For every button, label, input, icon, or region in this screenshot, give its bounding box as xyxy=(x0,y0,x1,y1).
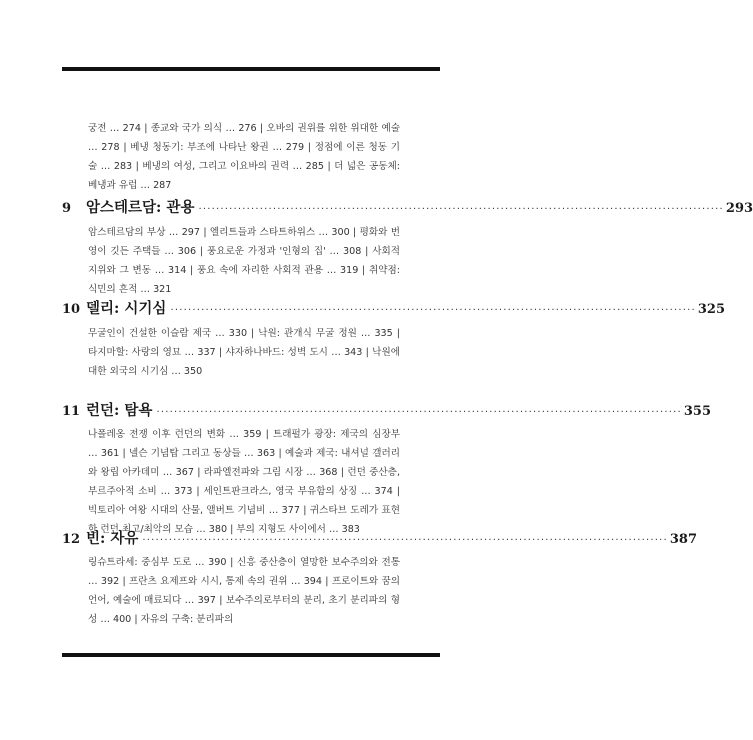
chapter-number: 10 xyxy=(62,302,81,317)
dot-leader: ························································································································ xyxy=(198,204,724,215)
chapter-title: 런던: 탐욕 xyxy=(86,402,153,419)
chapter-title: 암스테르담: 관용 xyxy=(86,199,195,216)
chapter-number: 12 xyxy=(62,532,81,547)
chapter-entries-9: 암스테르담의 부상 … 297 | 엘리트들과 스타트하위스 … 300 | 평화와 번영이 깃든 주택들 … 306 | 풍요로운 가정과 '인형의 집' … 308 | 사회적 지위와 그 변동 … 314 | 풍요 속에 자리한 사회적 관용 … 319 | 취약점: 식민의 흔적 … 321 xyxy=(88,227,400,295)
chapter-page: 355 xyxy=(683,404,712,419)
dot-leader: ························································································································ xyxy=(170,305,696,316)
chapter-page: 293 xyxy=(725,201,753,216)
chapter-heading-10 xyxy=(62,297,726,318)
dot-leader: ························································································································ xyxy=(156,407,682,418)
intro-entries: 궁전 … 274 | 종교와 국가 의식 … 276 | 오바의 권위를 위한 위대한 예술 … 278 | 베냉 청동기: 부조에 나타난 왕권 … 279 | 정점에 이른 청동 기술 … 283 | 베냉의 여성, 그리고 이요바의 권력 … 285 | 더 넓은 공동체: 베냉과 유럽 … 287 xyxy=(88,123,400,191)
chapter-heading-9 xyxy=(62,196,753,217)
chapter-title: 델리: 시기심 xyxy=(86,300,167,317)
chapter-title: 빈: 자유 xyxy=(86,530,139,547)
chapter-heading-11 xyxy=(62,399,712,420)
chapter-page: 325 xyxy=(697,302,726,317)
chapter-entries-11: 나폴레옹 전쟁 이후 런던의 변화 … 359 | 트래펄가 광장: 제국의 심장부 … 361 | 넬슨 기념탑 그리고 동상들 … 363 | 예술과 제국: 내셔널 갤러리와 왕립 아카데미 … 367 | 라파엘전파와 그림 시장 … 368 | 런던 중산층, 부르주아적 소비 … 373 | 세인트판크라스, 영국 부유함의 상징 … 374 | 빅토리아 여왕 시대의 산물, 앨버트 기념비 … 377 | 귀스타브 도레가 표현한 런던 최고/최악의 모습 … 380 | 부의 지형도 사이에서 … 383 xyxy=(88,429,400,535)
chapter-entries-12: 링슈트라세: 중심부 도로 … 390 | 신흥 중산층이 열망한 보수주의와 전통 … 392 | 프란츠 요제프와 시시, 통제 속의 권위 … 394 | 프로이트와 꿈의 언어, 예술에 매료되다 … 397 | 보수주의로부터의 분리, 초기 분리파의 형성 … 400 | 자유의 구축: 분리파의 xyxy=(88,557,400,625)
top-rule xyxy=(62,67,440,71)
chapter-number: 9 xyxy=(62,201,72,216)
chapter-number: 11 xyxy=(62,404,81,419)
dot-leader: ························································································································ xyxy=(142,535,668,546)
bottom-rule xyxy=(62,653,440,657)
chapter-entries-10: 무굴인이 건설한 이슬람 제국 … 330 | 낙원: 관개식 무굴 정원 … 335 | 타지마할: 사랑의 영묘 … 337 | 샤자하나바드: 성벽 도시 … 343 | 낙원에 대한 외국의 시기심 … 350 xyxy=(88,328,400,377)
chapter-page: 387 xyxy=(669,532,698,547)
chapter-heading-12 xyxy=(62,527,698,548)
